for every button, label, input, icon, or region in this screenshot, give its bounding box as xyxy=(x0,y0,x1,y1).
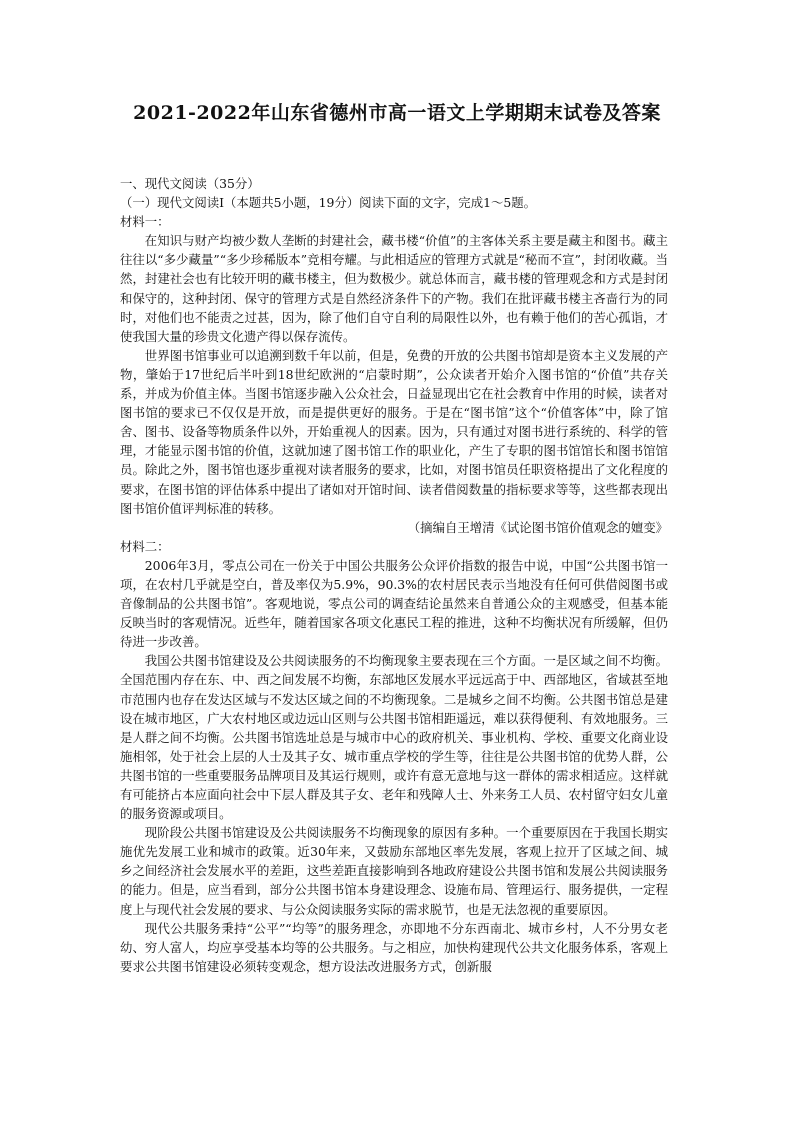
material-two-paragraph: 现阶段公共图书馆建设及公共阅读服务不均衡现象的原因有多种。一个重要原因在于我国长期实施优先发展工业和城市的政策。近30年来，又鼓励东部地区率先发展，客观上拉开了区域之间、城乡之间经济社会发展水平的差距，这些差距直接影响到各地政府建设公共图书馆和发展公共阅读服务的能力。但是，应当看到，部分公共图书馆本身建设理念、设施布局、管理运行、服务提供，一定程度上与现代社会发展的要求、与公众阅读服务实际的需求脱节，也是无法忽视的重要原因。 xyxy=(120,825,668,917)
material-two-paragraph: 2006年3月，零点公司在一份关于中国公共服务公众评价指数的报告中说，中国“公共图书馆一项，在农村几乎就是空白，普及率仅为5.9%，90.3%的农村居民表示当地没有任何可供借阅图书或音像制品的公共图书馆”。客观地说，零点公司的调查结论虽然来自普通公众的主观感受，但基本能反映当时的客观情况。近些年，随着国家各项文化惠民工程的推进，这种不均衡状况有所缓解，但仍待进一步改善。 xyxy=(120,557,668,650)
document-title: 2021-2022年山东省德州市高一语文上学期期末试卷及答案 xyxy=(133,102,661,124)
section-heading: 一、现代文阅读（35分） xyxy=(120,176,260,191)
material-one-label: 材料一： xyxy=(120,214,170,230)
material-one-paragraph: 在知识与财产均被少数人垄断的封建社会，藏书楼“价值”的主客体关系主要是藏主和图书。藏主往往以“多少藏量”“多少珍稀版本”竞相夸耀。与此相适应的管理方式就是“秘而不宣”，封闭收藏。当然，封建社会也有比较开明的藏书楼主，但为数极少。就总体而言，藏书楼的管理观念和方式是封闭和保守的，这种封闭、保守的管理方式是自然经济条件下的产物。我们在批评藏书楼主吝啬行为的同时，对他们也不能责之过甚，因为，除了他们自守自利的局限性以外，也有赖于他们的苦心孤诣，才使我国大量的珍贵文化遗产得以保存流传。 xyxy=(120,233,668,344)
material-two-label: 材料二： xyxy=(120,538,170,554)
material-two-paragraph: 我国公共图书馆建设及公共阅读服务的不均衡现象主要表现在三个方面。一是区域之间不均衡。全国范围内存在东、中、西之间发展不均衡，东部地区发展水平远远高于中、西部地区，省域甚至地市范围内也存在发达区域与不发达区域之间的不均衡现象。二是城乡之间不均衡。公共图书馆总是建设在城市地区，广大农村地区或边远山区则与公共图书馆相距遥远，难以获得便利、有效地服务。三是人群之间不均衡。公共图书馆选址总是与城市中心的政府机关、事业机构、学校、重要文化商业设施相邻，处于社会上层的人士及其子女、城市重点学校的学生等，往往是公共图书馆的优势人群，公共图书馆的一些重要服务品牌项目及其运行规则，或许有意无意地与这一群体的需求相适应。这样就有可能挤占本应面向社会中下层人群及其子女、老年和残障人士、外来务工人员、农村留守妇女儿童的服务资源或项目。 xyxy=(120,653,668,822)
material-one-paragraph: 世界图书馆事业可以追溯到数千年以前，但是，免费的开放的公共图书馆却是资本主义发展的产物，肇始于17世纪后半叶到18世纪欧洲的“启蒙时期”，公众读者开始介入图书馆的“价值”共存关系，并成为价值主体。当图书馆逐步融入公众社会，日益显现出它在社会教育中作用的时候，读者对图书馆的要求已不仅仅是开放，而是提供更好的服务。于是在“图书馆”这个“价值客体”中，除了馆舍、图书、设备等物质条件以外，开始重视人的因素。因为，只有通过对图书进行系统的、科学的管理，才能显示图书馆的价值，这就加速了图书馆工作的职业化，产生了专职的图书馆馆长和图书馆馆员。除此之外，图书馆也逐步重视对读者服务的要求，比如，对图书馆员任职资格提出了文化程度的要求，在图书馆的评估体系中提出了诸如对开馆时间、读者借阅数量的指标要求等等，这些都表现出图书馆价值评判标准的转移。 xyxy=(120,347,668,516)
subsection-heading: （一）现代文阅读Ⅰ（本题共5小题，19分）阅读下面的文字，完成1～5题。 xyxy=(120,195,537,211)
material-one-source: （摘编自王增清《试论图书馆价值观念的嬗变》 xyxy=(407,519,668,535)
document-body xyxy=(120,174,668,976)
material-two-paragraph: 现代公共服务秉持“公平”“均等”的服务理念，亦即地不分东西南北、城市乡村，人不分男女老幼、穷人富人，均应享受基本均等的公共服务。与之相应，加快构建现代公共文化服务体系，客观上要求公共图书馆建设必须转变观念，想方设法改进服务方式，创新服 xyxy=(120,920,668,974)
